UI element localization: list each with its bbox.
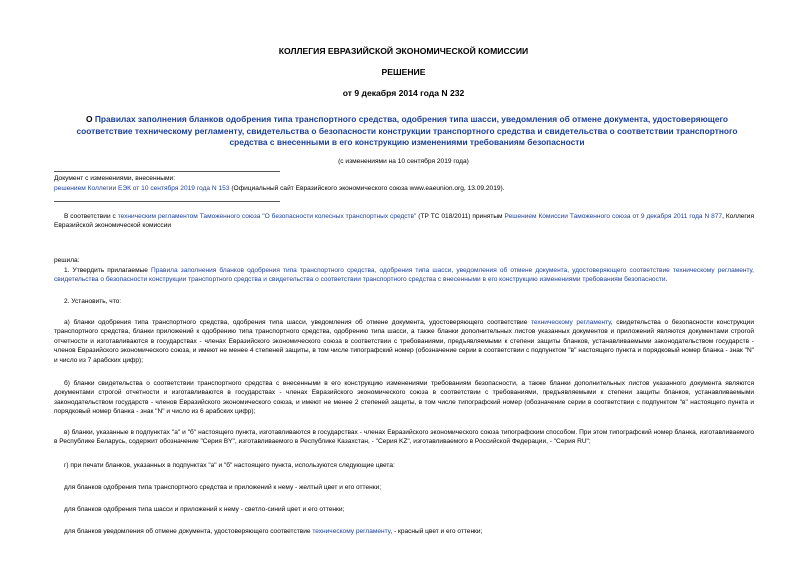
amendments-bottom-rule bbox=[54, 201, 280, 202]
preamble-text-2: (ТР ТС 018/2011) принятым bbox=[416, 213, 505, 220]
item-1-end: . bbox=[665, 276, 668, 284]
item-1-paragraph bbox=[54, 266, 754, 285]
color-rule-2: для бланков одобрения типа шасси и приложений к нему - светло-синий цвет и его оттенки; bbox=[64, 506, 345, 513]
item-v-paragraph: в) бланки, указанные в подпунктах "а" и "б" настоящего пункта, изготавливаются в государствах - членах Евразийского экономического союза типографским способом. При этом типографский номер бланка, изготавливаемого в Республике Беларусь, содержит обозначение "Серия BY", изготавливаемого в Республике Казахстан, - "Серия KZ", изготавливаемого в Российской Федерации, - "Серия RU"; bbox=[54, 429, 754, 446]
item-g-paragraph: г) при печати бланков, указанных в подпунктах "а" и "б" настоящего пункта, используются следующие цвета: bbox=[64, 462, 395, 469]
color-rule-3-regulation-link[interactable]: техническому регламенту bbox=[312, 528, 391, 535]
color-rule-3 bbox=[54, 527, 754, 536]
resolved-label: решила: bbox=[54, 257, 80, 264]
color-rule-3-text-1: для бланков уведомления об отмене документа, удостоверяющего соответствие bbox=[64, 528, 313, 535]
amendment-link[interactable]: решением Коллегии ЕЭК от 10 сентября 2019 года N 153 bbox=[54, 185, 230, 192]
document-title bbox=[62, 114, 752, 149]
item-b-paragraph: б) бланки свидетельства о соответствии транспортного средства с внесенными в его конструкцию изменениями требованиям безопасности, а также бланки дополнительных листов указанного документа являются документами строгой отчетности и изготавливаются в государствах - членах Евразийского экономического союза в соответствии с требованиями, предъявляемыми к степени защиты бланков, устанавливаемыми законодательством государств - членов Евразийского экономического союза, и имеют не менее 2 степеней защиты, в том числе типографский номер (обозначение серии в соответствии с подпунктом "в" настоящего пункта и порядковый номер бланка - знак "N" и число из 6 арабских цифр); bbox=[54, 380, 754, 416]
preamble-paragraph bbox=[54, 212, 754, 231]
amendments-label: Документ с изменениями, внесенными: bbox=[54, 175, 176, 182]
amendment-source: (Официальный сайт Евразийского экономического союза www.eaeunion.org, 13.09.2019). bbox=[229, 185, 505, 192]
item-a-regulation-link[interactable]: техническому регламенту bbox=[531, 319, 611, 326]
issuing-body: КОЛЛЕГИЯ ЕВРАЗИЙСКОЙ ЭКОНОМИЧЕСКОЙ КОМИССИИ bbox=[278, 46, 529, 56]
revision-note: (с изменениями на 10 сентября 2019 года) bbox=[338, 158, 469, 165]
preamble-text-3: , Коллегия Евразийской экономической комиссии bbox=[54, 213, 755, 230]
document-date-number: от 9 декабря 2014 года N 232 bbox=[342, 88, 465, 98]
commission-decision-link[interactable]: Решением Комиссии Таможенного союза от 9 декабря 2011 года N 877 bbox=[504, 213, 723, 220]
item-a-text-2: , свидетельства о безопасности конструкции транспортного средства, бланки приложений к одобрению типа транспортного средства, одобрению типа шасси, а также бланки дополнительных листов указанных документов и приложений являются документами строгой отчетности и изготавливаются в государствах - членах Евразийского экономического союза в соответствии с требованиями, предъявляемыми к степени защиты бланков, устанавливаемыми законодательством государств - членов Евразийского экономического союза, и имеют не менее 4 степеней защиты, в том числе типографский номер (обозначение серии в соответствии с подпунктом "в" настоящего пункта и порядковый номер бланка - знак "N" и число из 7 арабских цифр); bbox=[54, 319, 754, 364]
preamble-text-1: В соответствии с bbox=[64, 213, 118, 220]
color-rule-1: для бланков одобрения типа транспортного средства и приложений к нему - желтый цвет и его оттенки; bbox=[64, 484, 382, 491]
tech-regulation-link[interactable]: техническим регламентом Таможенного союза "О безопасности колесных транспортных средств" bbox=[117, 213, 417, 220]
document-type: РЕШЕНИЕ bbox=[381, 67, 426, 77]
item-a-paragraph bbox=[54, 318, 754, 365]
amendments-top-rule bbox=[54, 171, 280, 172]
amendments-line bbox=[54, 184, 754, 194]
item-a-text-1: а) бланки одобрения типа транспортного средства, одобрения типа шасси, уведомления об отмене документа, удостоверяющего соответствие bbox=[64, 319, 531, 326]
title-prefix: О bbox=[86, 114, 95, 124]
title-link[interactable]: Правилах заполнения бланков одобрения типа транспортного средства, одобрения типа шасси, уведомления об отмене документа, удостоверяющего соответствие техническому регламенту, свидетельства о безопасности конструкции транспортного средства и свидетельства о соответствии транспортного средства с внесенными в его конструкцию изменениями требованиям безопасности bbox=[76, 114, 738, 148]
item-1-text: 1. Утвердить прилагаемые bbox=[64, 267, 152, 274]
rules-link[interactable]: Правила заполнения бланков одобрения типа транспортного средства, одобрения типа шасси, уведомления об отмене документа, удостоверяющего соответствие техническому регламенту, свидетельства о безопасности конструкции транспортного средства и свидетельства о соответствии транспортного средства с внесенными в его конструкцию изменениями требованиям безопасности bbox=[54, 267, 754, 284]
color-rule-3-text-2: , - красный цвет и его оттенки; bbox=[390, 528, 483, 535]
item-2-paragraph: 2. Установить, что: bbox=[64, 298, 122, 305]
